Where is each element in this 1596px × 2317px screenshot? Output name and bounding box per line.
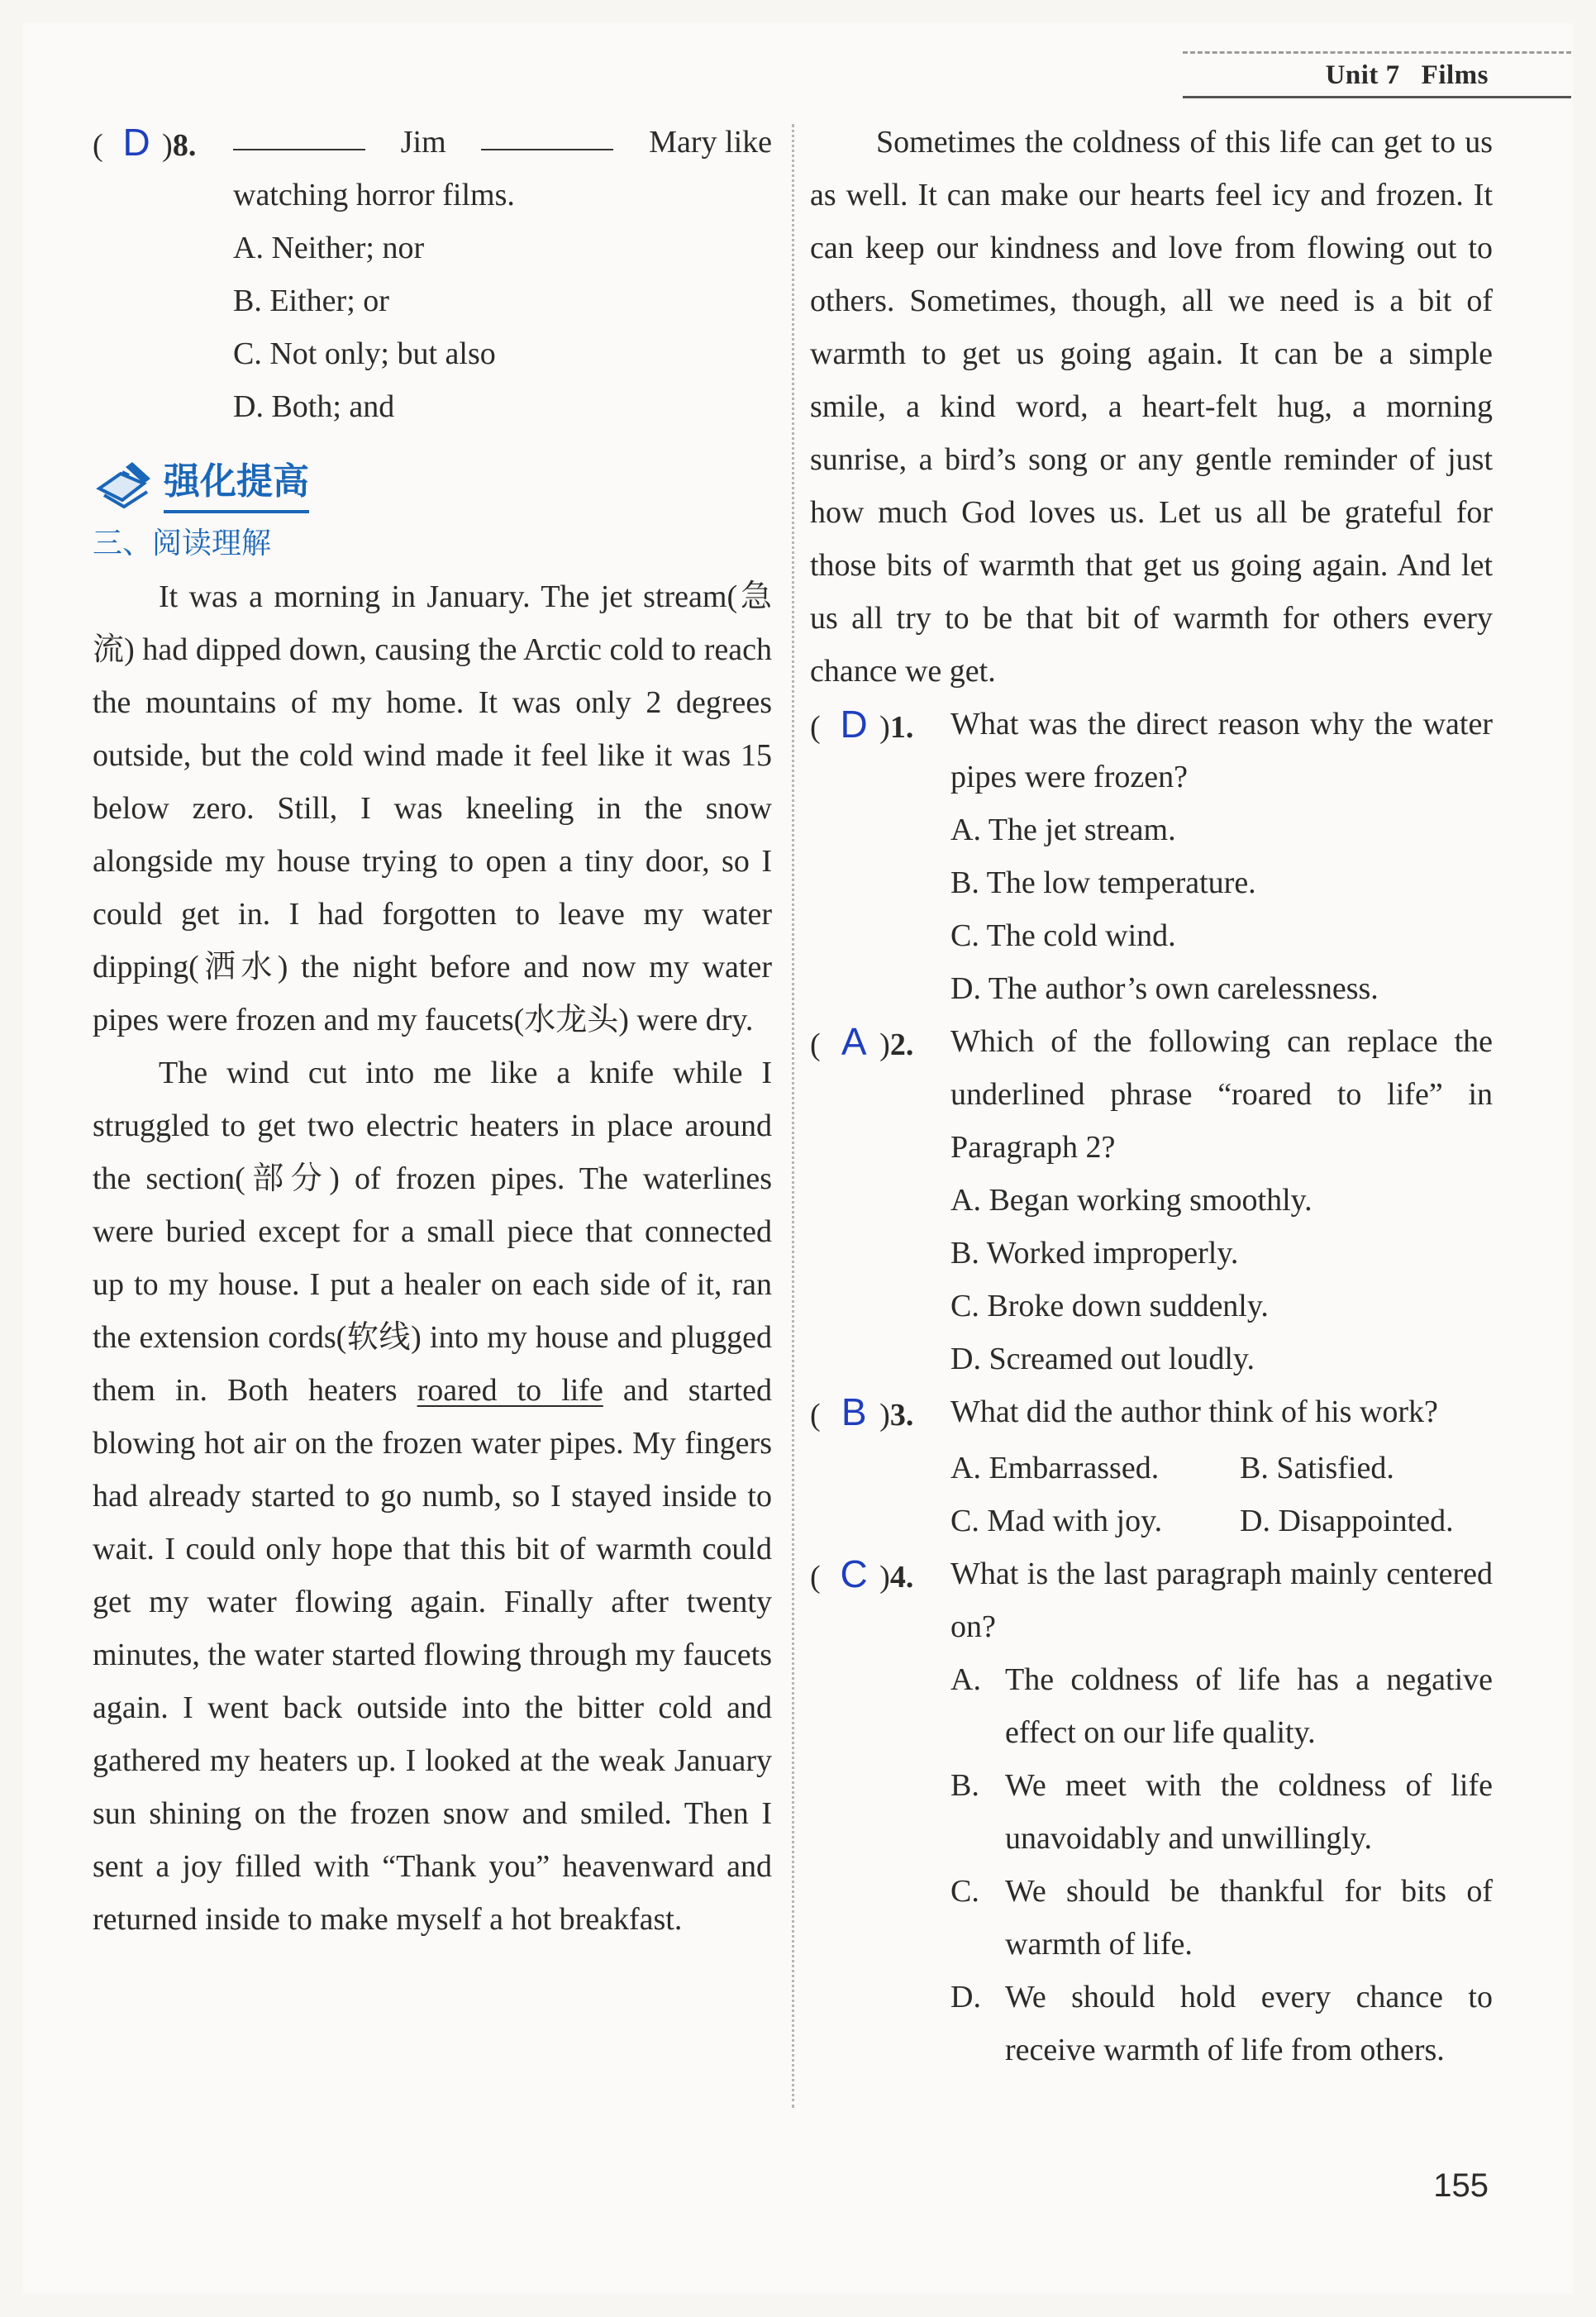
header-rule (1183, 96, 1571, 98)
left-column (93, 116, 772, 1946)
question-number: 2. (889, 1027, 914, 1062)
question-stem (233, 116, 772, 222)
q4-option-d (810, 1971, 1493, 2076)
q4-option-b (810, 1759, 1493, 1865)
question-4 (810, 1547, 1493, 1653)
option-text: We should be thankful for bits of warmth of life. (1005, 1874, 1493, 1962)
answer-bracket: ( D )8. (93, 116, 233, 172)
passage-paragraph-3: Sometimes the coldness of this life can get to us as well. It can make our hearts feel icy and frozen. It can keep our kindness and love from flowing out to others. Sometimes, though, all we need is a bit of warmth to get us going again. It can be a simple smile, a kind word, a heart-felt hug, a morning sunrise, a bird’s song or any gentle reminder of just how much God loves us. Let us all be grateful for those bits of warmth that get us going again. And let us all try to be that bit of warmth for others every chance we get. (810, 125, 1493, 689)
passage-paragraph-1: It was a morning in January. The jet stream(急流) had dipped down, causing the Arctic cold to reach the mountains of my home. It was only 2 degrees outside, but the cold wind made it feel like it was 15 below zero. Still, I was kneeling in the snow alongside my house trying to open a tiny door, so I could get in. I had forgotten to leave my water dipping(洒水) the night before and now my water pipes were frozen and my faucets(水龙头) were dry. (93, 579, 772, 1037)
q8-line1 (233, 116, 772, 169)
question-8 (93, 116, 772, 222)
header-title (1183, 60, 1571, 91)
question-3 (810, 1385, 1493, 1442)
q2-option-a: A. Began working smoothly. (950, 1183, 1313, 1218)
question-stem: What did the author think of his work? (950, 1394, 1438, 1429)
q3-options-row-1 (810, 1442, 1493, 1495)
answer-4: C (840, 1552, 868, 1595)
question-stem: Which of the following can replace the underlined phrase “roared to life” in Paragraph 2? (950, 1024, 1493, 1165)
answer-bracket: ( C )4. (810, 1547, 950, 1604)
q1-option-d: D. The author’s own carelessness. (950, 971, 1379, 1006)
option-label: B. (950, 1768, 979, 1803)
q8-word2: Mary like (649, 125, 772, 160)
option-label: D. (950, 1980, 981, 2014)
header-dash-line (1183, 51, 1571, 54)
section-subtitle: 三、阅读理解 (93, 527, 272, 560)
q8-word1: Jim (400, 125, 446, 160)
question-2 (810, 1015, 1493, 1174)
q8-option-a: A. Neither; nor (233, 231, 425, 265)
blank-2 (481, 116, 613, 150)
book-pencil-icon (93, 455, 159, 513)
paragraph-2-part-b: and started blowing hot air on the frozen water pipes. My fingers had already started to go numb, so I stayed inside to wait. I could only hope that this bit of warmth could get my water flowing again. Finally after twenty minutes, the water started flowing through my faucets again. I went back outside into the bitter cold and gathered my heaters up. I looked at the weak January sun shining on the frozen snow and smiled. Then I sent a joy filled with “Thank you” heavenward and returned inside to make myself a hot breakfast. (93, 1373, 772, 1937)
answer-3: B (841, 1390, 867, 1433)
question-stem: What is the last paragraph mainly centered on? (950, 1557, 1493, 1644)
q3-option-c: C. Mad with joy. (950, 1504, 1163, 1538)
answer-bracket: ( D )1. (810, 698, 950, 754)
q2-option-c: C. Broke down suddenly. (950, 1289, 1269, 1323)
q3-option-b: B. Satisfied. (1240, 1451, 1394, 1485)
question-1 (810, 698, 1493, 803)
answer-2: A (841, 1020, 867, 1063)
header-topic: Films (1421, 60, 1489, 90)
question-number: 1. (889, 710, 914, 745)
q3-option-a: A. Embarrassed. (950, 1451, 1160, 1485)
q8-option-c: C. Not only; but also (233, 336, 496, 371)
page-header (1183, 51, 1571, 98)
option-text: The coldness of life has a negative effect on our life quality. (1005, 1662, 1493, 1750)
answer-8: D (122, 121, 150, 164)
q8-option-b: B. Either; or (233, 284, 389, 318)
right-column (810, 116, 1493, 2076)
option-text: We meet with the coldness of life unavoidably and unwillingly. (1005, 1768, 1493, 1856)
section-heading (93, 451, 772, 517)
q1-option-b: B. The low temperature. (950, 865, 1256, 900)
question-stem: What was the direct reason why the water pipes were frozen? (950, 707, 1493, 794)
blank-1 (233, 116, 365, 150)
column-divider (792, 124, 794, 2108)
answer-1: D (840, 703, 868, 746)
section-title: 强化提高 (164, 455, 309, 513)
header-unit: Unit 7 (1325, 60, 1400, 90)
q1-option-c: C. The cold wind. (950, 918, 1176, 953)
q2-option-b: B. Worked improperly. (950, 1236, 1239, 1271)
q2-option-d: D. Screamed out loudly. (950, 1342, 1255, 1376)
q3-options-row-2 (810, 1495, 1493, 1547)
q8-option-d: D. Both; and (233, 389, 395, 424)
q8-line2: watching horror films. (233, 178, 515, 212)
answer-bracket: ( A )2. (810, 1015, 950, 1071)
option-label: A. (950, 1662, 981, 1697)
question-number: 8. (172, 128, 197, 163)
question-number: 3. (889, 1398, 914, 1433)
option-text: We should hold every chance to receive warmth of life from others. (1005, 1980, 1493, 2067)
q4-option-a (810, 1653, 1493, 1759)
page-number: 155 (1433, 2167, 1489, 2204)
paragraph-2-part-a: The wind cut into me like a knife while I struggled to get two electric heaters in place around the section(部分) of frozen pipes. The waterlines were buried except for a small piece that connected up to my house. I put a healer on each side of it, ran the extension cords(软线) into my house and plugged them in. Both heaters (93, 1056, 772, 1408)
answer-bracket: ( B )3. (810, 1385, 950, 1442)
q3-option-d: D. Disappointed. (1240, 1504, 1454, 1538)
underlined-phrase: roared to life (417, 1373, 603, 1408)
passage-paragraph-2 (93, 1046, 772, 1946)
q4-option-c (810, 1865, 1493, 1971)
q1-option-a: A. The jet stream. (950, 813, 1176, 847)
option-label: C. (950, 1874, 979, 1909)
question-number: 4. (889, 1560, 914, 1595)
